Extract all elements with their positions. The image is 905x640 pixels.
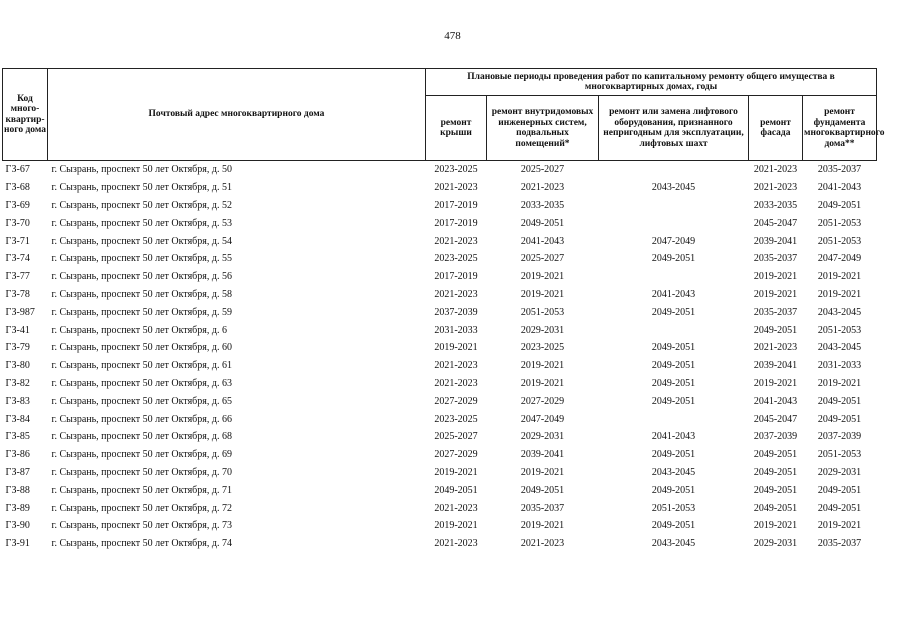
table-row (3, 535, 877, 553)
cell-facade: 2035-2037 (753, 306, 798, 318)
cell-code: ГЗ-70 (5, 217, 30, 229)
cell-elevator: 2049-2051 (651, 253, 696, 265)
cell-engineering: 2019-2021 (520, 288, 565, 300)
cell-foundation: 2029-2031 (817, 466, 862, 478)
cell-address: г. Сызрань, проспект 50 лет Октября, д. 50 (51, 164, 232, 176)
cell-foundation: 2019-2021 (817, 288, 862, 300)
table-row (3, 410, 877, 428)
cell-facade: 2049-2051 (753, 484, 798, 496)
cell-facade: 2049-2051 (753, 449, 798, 461)
cell-foundation: 2019-2021 (817, 377, 862, 389)
cell-roof: 2037-2039 (434, 306, 478, 318)
cell-roof: 2025-2027 (434, 431, 478, 443)
cell-facade: 2035-2037 (753, 253, 798, 265)
cell-engineering: 2021-2023 (520, 182, 565, 194)
cell-address: г. Сызрань, проспект 50 лет Октября, д. 66 (51, 413, 232, 425)
cell-engineering: 2021-2023 (520, 538, 565, 550)
table-row (3, 232, 877, 250)
page-number: 478 (444, 30, 461, 42)
cell-address: г. Сызрань, проспект 50 лет Октября, д. 68 (51, 431, 232, 443)
cell-facade: 2045-2047 (753, 413, 798, 425)
cell-engineering: 2019-2021 (520, 466, 565, 478)
cell-foundation: 2019-2021 (817, 520, 862, 532)
cell-code: ГЗ-987 (5, 306, 35, 318)
cell-address: г. Сызрань, проспект 50 лет Октября, д. 69 (51, 449, 232, 461)
cell-elevator (599, 197, 749, 215)
cell-roof: 2021-2023 (434, 235, 478, 247)
table-row (3, 214, 877, 232)
table-row (3, 357, 877, 375)
table-row (3, 375, 877, 393)
cell-code: ГЗ-85 (5, 431, 30, 443)
cell-address: г. Сызрань, проспект 50 лет Октября, д. 56 (51, 271, 232, 283)
cell-roof: 2023-2025 (434, 164, 478, 176)
cell-code: ГЗ-79 (5, 342, 30, 354)
cell-facade: 2037-2039 (753, 431, 798, 443)
table-row (3, 464, 877, 482)
cell-code: ГЗ-69 (5, 199, 30, 211)
table-body (3, 161, 877, 553)
table-row (3, 303, 877, 321)
cell-foundation: 2035-2037 (817, 164, 862, 176)
cell-code: ГЗ-77 (5, 271, 30, 283)
header-elevator: ремонт или замена лифтового оборудования, признанного непригодным для эксплуатации, лифтовых шахт (599, 96, 749, 161)
cell-engineering: 2035-2037 (520, 502, 565, 514)
cell-facade: 2033-2035 (753, 199, 798, 211)
cell-foundation: 2031-2033 (817, 360, 862, 372)
cell-roof: 2021-2023 (434, 538, 478, 550)
cell-address: г. Сызрань, проспект 50 лет Октября, д. 54 (51, 235, 232, 247)
header-engineering: ремонт внутридомовых инженерных систем, подвальных помещений* (487, 96, 599, 161)
cell-facade: 2049-2051 (753, 324, 798, 336)
cell-facade: 2049-2051 (753, 466, 798, 478)
cell-code: ГЗ-67 (5, 164, 30, 176)
cell-elevator: 2043-2045 (651, 466, 696, 478)
cell-code: ГЗ-82 (5, 377, 30, 389)
cell-code: ГЗ-87 (5, 466, 30, 478)
cell-elevator: 2051-2053 (651, 502, 696, 514)
table-row (3, 392, 877, 410)
cell-elevator: 2049-2051 (651, 377, 696, 389)
cell-facade: 2019-2021 (753, 288, 798, 300)
cell-facade: 2039-2041 (753, 360, 798, 372)
cell-roof: 2021-2023 (434, 502, 478, 514)
cell-elevator: 2049-2051 (651, 342, 696, 354)
cell-address: г. Сызрань, проспект 50 лет Октября, д. 53 (51, 217, 232, 229)
cell-engineering: 2051-2053 (520, 306, 565, 318)
cell-code: ГЗ-89 (5, 502, 30, 514)
cell-roof: 2023-2025 (434, 413, 478, 425)
cell-address: г. Сызрань, проспект 50 лет Октября, д. 63 (51, 377, 232, 389)
cell-roof: 2019-2021 (434, 520, 478, 532)
cell-elevator (599, 321, 749, 339)
cell-engineering: 2049-2051 (520, 217, 565, 229)
cell-foundation: 2019-2021 (817, 271, 862, 283)
cell-code: ГЗ-68 (5, 182, 30, 194)
cell-engineering: 2047-2049 (520, 413, 565, 425)
cell-foundation: 2049-2051 (817, 413, 862, 425)
cell-foundation: 2051-2053 (817, 217, 862, 229)
cell-facade: 2045-2047 (753, 217, 798, 229)
table-row (3, 179, 877, 197)
cell-address: г. Сызрань, проспект 50 лет Октября, д. 60 (51, 342, 232, 354)
cell-foundation: 2035-2037 (817, 538, 862, 550)
table-row (3, 481, 877, 499)
cell-roof: 2019-2021 (434, 342, 478, 354)
cell-engineering: 2029-2031 (520, 431, 565, 443)
cell-foundation: 2051-2053 (817, 235, 862, 247)
cell-elevator: 2041-2043 (651, 288, 696, 300)
cell-roof: 2049-2051 (434, 484, 478, 496)
cell-elevator (599, 214, 749, 232)
cell-elevator: 2041-2043 (651, 431, 696, 443)
cell-roof: 2023-2025 (434, 253, 478, 265)
cell-elevator: 2047-2049 (651, 235, 696, 247)
cell-address: г. Сызрань, проспект 50 лет Октября, д. 71 (51, 484, 232, 496)
cell-code: ГЗ-41 (5, 324, 30, 336)
cell-roof: 2019-2021 (434, 466, 478, 478)
cell-elevator: 2043-2045 (651, 538, 696, 550)
cell-engineering: 2049-2051 (520, 484, 565, 496)
cell-elevator: 2049-2051 (651, 484, 696, 496)
cell-elevator: 2049-2051 (651, 360, 696, 372)
cell-roof: 2021-2023 (434, 377, 478, 389)
cell-address: г. Сызрань, проспект 50 лет Октября, д. 74 (51, 538, 232, 550)
cell-code: ГЗ-86 (5, 449, 30, 461)
cell-code: ГЗ-78 (5, 288, 30, 300)
cell-foundation: 2041-2043 (817, 182, 862, 194)
cell-address: г. Сызрань, проспект 50 лет Октября, д. 72 (51, 502, 232, 514)
cell-foundation: 2049-2051 (817, 395, 862, 407)
cell-foundation: 2049-2051 (817, 502, 862, 514)
header-facade: ремонт фасада (749, 96, 803, 161)
cell-address: г. Сызрань, проспект 50 лет Октября, д. 51 (51, 182, 232, 194)
cell-engineering: 2033-2035 (520, 199, 565, 211)
cell-roof: 2021-2023 (434, 360, 478, 372)
cell-roof: 2027-2029 (434, 395, 478, 407)
cell-code: ГЗ-83 (5, 395, 30, 407)
cell-foundation: 2043-2045 (817, 306, 862, 318)
header-roof: ремонт крыши (426, 96, 487, 161)
cell-code: ГЗ-88 (5, 484, 30, 496)
table-row (3, 446, 877, 464)
cell-facade: 2019-2021 (753, 377, 798, 389)
cell-engineering: 2019-2021 (520, 377, 565, 389)
cell-engineering: 2019-2021 (520, 271, 565, 283)
cell-engineering: 2027-2029 (520, 395, 565, 407)
cell-facade: 2019-2021 (753, 271, 798, 283)
table-row (3, 250, 877, 268)
cell-elevator: 2049-2051 (651, 520, 696, 532)
cell-elevator: 2049-2051 (651, 395, 696, 407)
cell-address: г. Сызрань, проспект 50 лет Октября, д. 6 (51, 324, 227, 336)
cell-address: г. Сызрань, проспект 50 лет Октября, д. 65 (51, 395, 232, 407)
cell-facade: 2039-2041 (753, 235, 798, 247)
cell-facade: 2021-2023 (753, 342, 798, 354)
cell-address: г. Сызрань, проспект 50 лет Октября, д. 59 (51, 306, 232, 318)
cell-roof: 2017-2019 (434, 217, 478, 229)
table-row (3, 499, 877, 517)
header-code: Код много-квартир-ного дома (3, 69, 48, 161)
cell-engineering: 2023-2025 (520, 342, 565, 354)
cell-facade: 2049-2051 (753, 502, 798, 514)
table-row (3, 428, 877, 446)
cell-facade: 2029-2031 (753, 538, 798, 550)
cell-code: ГЗ-84 (5, 413, 30, 425)
cell-code: ГЗ-91 (5, 538, 30, 550)
cell-engineering: 2039-2041 (520, 449, 565, 461)
table-row (3, 321, 877, 339)
cell-code: ГЗ-71 (5, 235, 30, 247)
cell-address: г. Сызрань, проспект 50 лет Октября, д. 55 (51, 253, 232, 265)
cell-engineering: 2025-2027 (520, 164, 565, 176)
cell-elevator: 2043-2045 (651, 182, 696, 194)
cell-code: ГЗ-90 (5, 520, 30, 532)
cell-address: г. Сызрань, проспект 50 лет Октября, д. 61 (51, 360, 232, 372)
table-row (3, 339, 877, 357)
table-row (3, 517, 877, 535)
cell-foundation: 2051-2053 (817, 449, 862, 461)
cell-engineering: 2029-2031 (520, 324, 565, 336)
cell-engineering: 2025-2027 (520, 253, 565, 265)
cell-engineering: 2019-2021 (520, 360, 565, 372)
cell-address: г. Сызрань, проспект 50 лет Октября, д. 73 (51, 520, 232, 532)
cell-foundation: 2051-2053 (817, 324, 862, 336)
cell-foundation: 2049-2051 (817, 199, 862, 211)
cell-roof: 2031-2033 (434, 324, 478, 336)
cell-address: г. Сызрань, проспект 50 лет Октября, д. 70 (51, 466, 232, 478)
table-row (3, 161, 877, 179)
header-address: Почтовый адрес многоквартирного дома (48, 69, 426, 161)
cell-foundation: 2047-2049 (817, 253, 862, 265)
cell-engineering: 2019-2021 (520, 520, 565, 532)
header-foundation: ремонт фундамента многоквартирного дома** (803, 96, 877, 161)
cell-code: ГЗ-80 (5, 360, 30, 372)
table-row (3, 268, 877, 286)
table-row (3, 286, 877, 304)
cell-roof: 2027-2029 (434, 449, 478, 461)
cell-elevator (599, 161, 749, 179)
cell-facade: 2021-2023 (753, 164, 798, 176)
cell-facade: 2041-2043 (753, 395, 798, 407)
cell-facade: 2021-2023 (753, 182, 798, 194)
cell-elevator: 2049-2051 (651, 449, 696, 461)
cell-roof: 2021-2023 (434, 288, 478, 300)
cell-elevator: 2049-2051 (651, 306, 696, 318)
table-row (3, 197, 877, 215)
cell-roof: 2017-2019 (434, 271, 478, 283)
cell-foundation: 2043-2045 (817, 342, 862, 354)
cell-elevator (599, 268, 749, 286)
cell-roof: 2021-2023 (434, 182, 478, 194)
cell-code: ГЗ-74 (5, 253, 30, 265)
cell-facade: 2019-2021 (753, 520, 798, 532)
header-periods-group: Плановые периоды проведения работ по капитальному ремонту общего имущества в многоквартирных домах, годы (426, 69, 877, 96)
cell-foundation: 2049-2051 (817, 484, 862, 496)
cell-engineering: 2041-2043 (520, 235, 565, 247)
cell-elevator (599, 410, 749, 428)
cell-foundation: 2037-2039 (817, 431, 862, 443)
cell-address: г. Сызрань, проспект 50 лет Октября, д. 52 (51, 199, 232, 211)
capital-repair-schedule-table (2, 68, 885, 553)
cell-roof: 2017-2019 (434, 199, 478, 211)
cell-address: г. Сызрань, проспект 50 лет Октября, д. 58 (51, 288, 232, 300)
